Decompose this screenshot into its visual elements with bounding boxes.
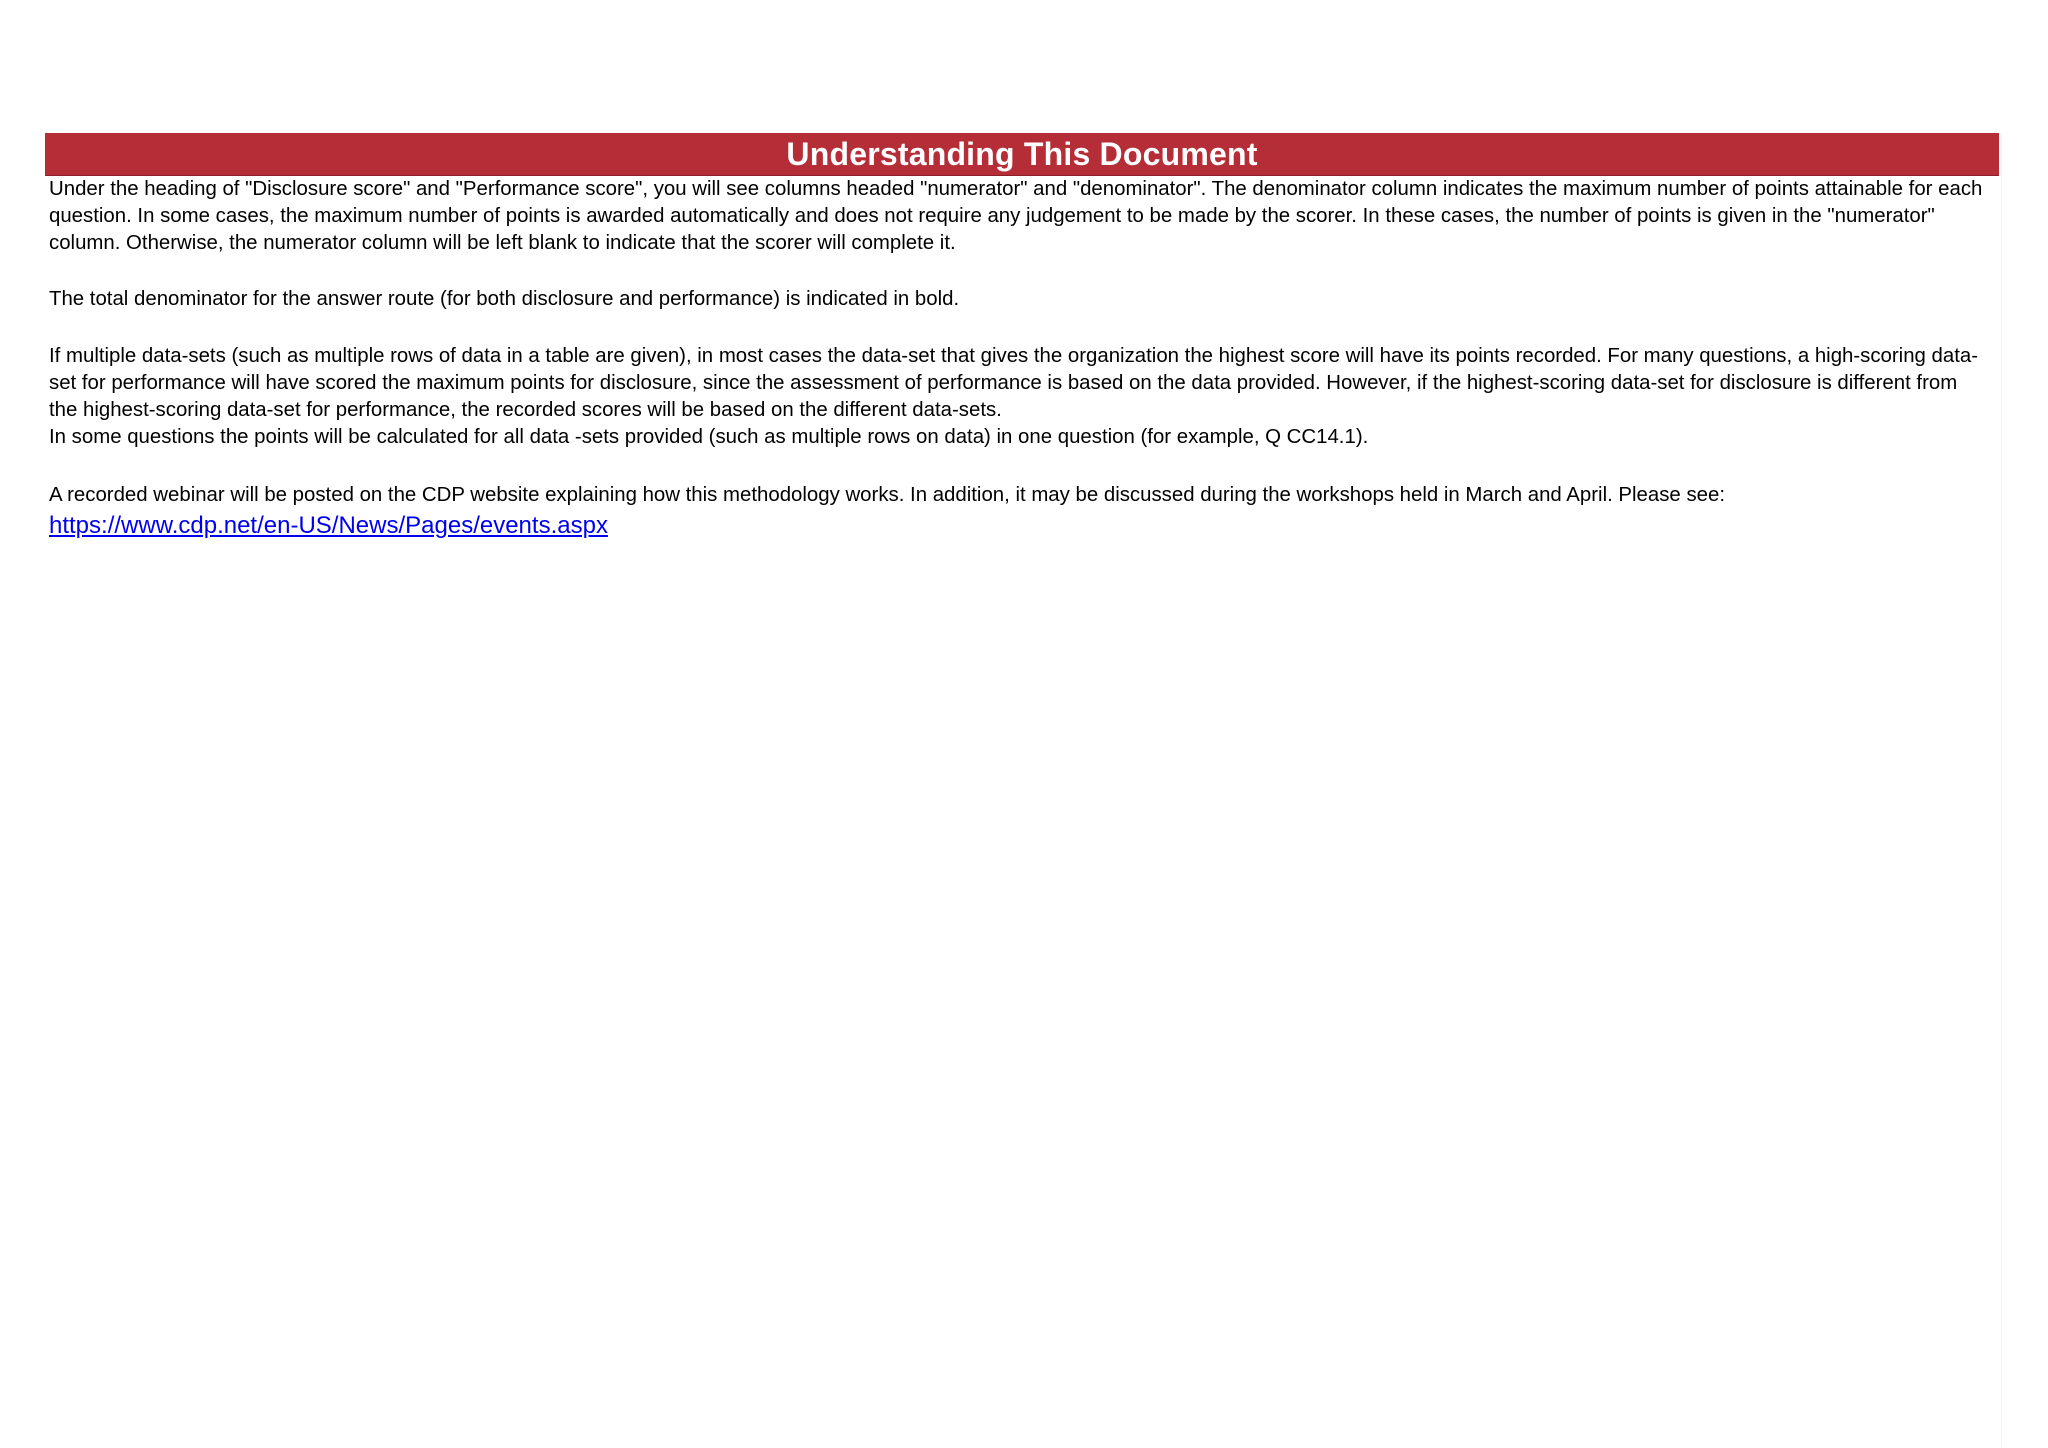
page-edge-divider — [2001, 133, 2002, 1448]
paragraph-total-denominator: The total denominator for the answer route (for both disclosure and performance) is indicated in bold. — [49, 288, 960, 311]
paragraph-webinar: A recorded webinar will be posted on the CDP website explaining how this methodology works. In addition, it may be discussed during the workshops held in March and April. Please see: — [49, 484, 1725, 507]
paragraph-multiple-datasets: If multiple data-sets (such as multiple rows of data in a table are given), in most cases the data-set that gives the organization the highest score will have its points recorded. For many questions, a high-scoring data-set for performance will have scored the maximum points for disclosure, since the assessment of performance is based on the data provided. However, if the highest-scoring data-set for disclosure is different from the highest-scoring data-set for performance, the recorded scores will be based on the different data-sets. — [49, 345, 1979, 421]
paragraph-all-datasets: In some questions the points will be calculated for all data -sets provided (such as multiple rows on data) in one question (for example, Q CC14.1). — [49, 425, 1369, 448]
page-title: Understanding This Document — [786, 136, 1258, 172]
spacer — [49, 313, 1991, 343]
spacer — [49, 256, 1991, 286]
events-link[interactable]: https://www.cdp.net/en-US/News/Pages/events.aspx — [49, 512, 608, 540]
spacer — [49, 450, 1991, 482]
title-bar — [45, 133, 1999, 176]
paragraph-scoring-columns: Under the heading of "Disclosure score" and "Performance score", you will see columns headed "numerator" and "denominator". The denominator column indicates the maximum number of points attainable for each question. In some cases, the maximum number of points is awarded automatically and does not require any judgement to be made by the scorer. In these cases, the number of points is given in the "numerator" column. Otherwise, the numerator column will be left blank to indicate that the scorer will complete it. — [49, 178, 1983, 254]
document-body — [45, 176, 1999, 541]
document-sheet — [45, 133, 1999, 541]
